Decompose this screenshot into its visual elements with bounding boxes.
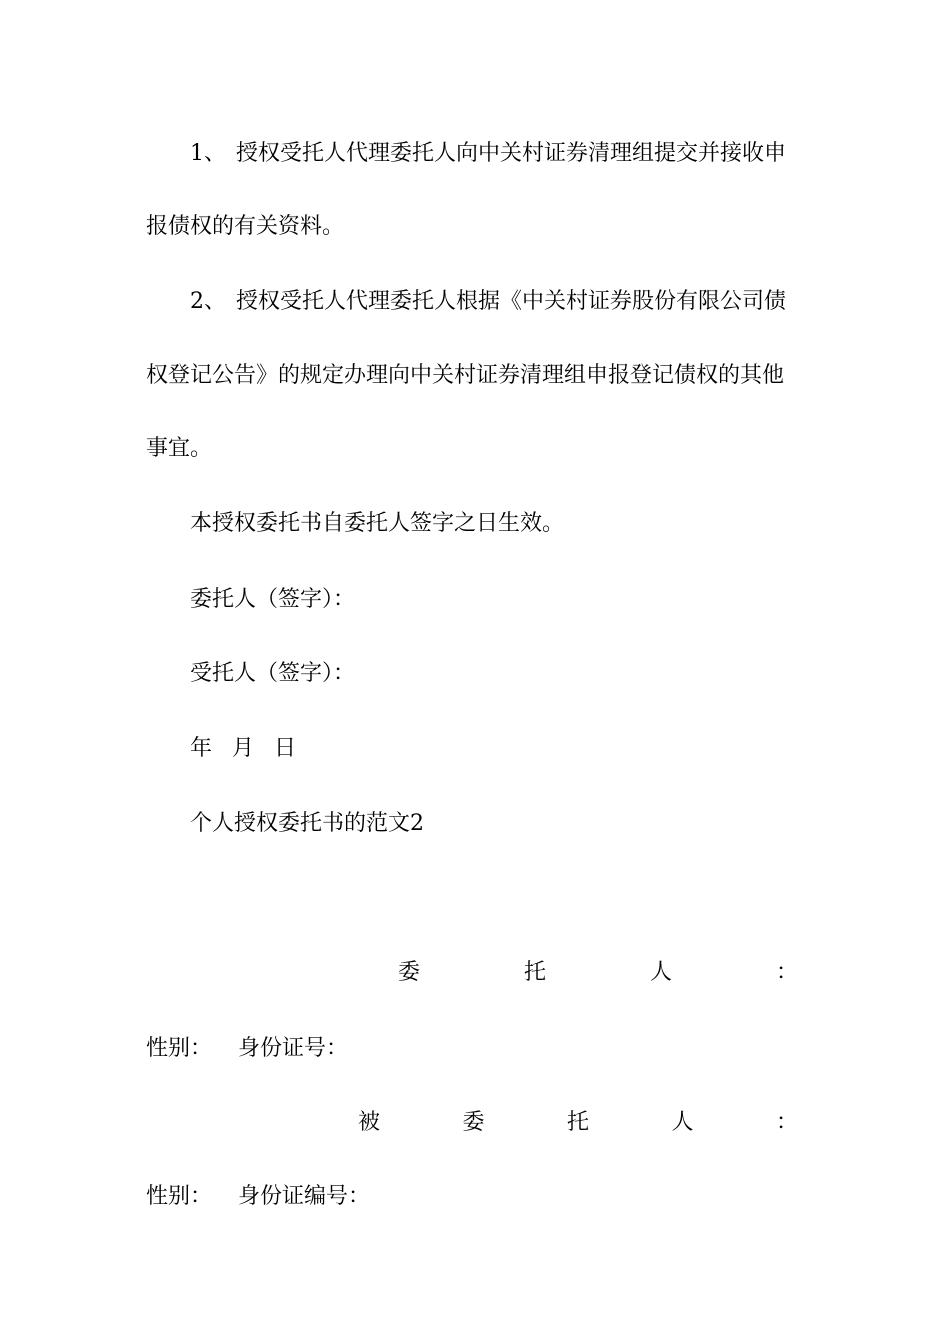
principal-id-label: 身份证号： [238, 1036, 349, 1061]
date-day: 日 [274, 736, 297, 761]
date-year: 年 [190, 736, 213, 761]
item-1-line-2: 报债权的有关资料。 [146, 214, 345, 239]
agent-char-4: 人 [671, 1110, 694, 1135]
item-1-line-1 [146, 134, 806, 174]
principal-char-3: 人 [649, 960, 672, 985]
principal-colon: ： [775, 960, 798, 985]
agent-label [358, 1103, 798, 1143]
date-line [146, 729, 806, 769]
item-2-line-3: 事宜。 [146, 436, 213, 461]
item-1-text-1: 授权受托人代理委托人向中关村证券清理组提交并接收申 [236, 141, 787, 166]
date-month: 月 [232, 736, 255, 761]
principal-signature-line: 委托人（签字）： [190, 587, 356, 612]
item-2-line-1 [146, 282, 806, 322]
principal-fields-line [146, 1029, 806, 1069]
principal-char-2: 托 [523, 960, 546, 985]
item-2-text-1: 授权受托人代理委托人根据《中关村证券股份有限公司债 [236, 289, 787, 314]
principal-char-1: 委 [398, 960, 421, 985]
effective-statement: 本授权委托书自委托人签字之日生效。 [190, 511, 565, 536]
principal-label [398, 953, 798, 993]
agent-fields-line [146, 1177, 806, 1217]
agent-id-label: 身份证编号： [238, 1184, 371, 1209]
agent-signature-line: 受托人（签字）： [190, 661, 356, 686]
item-2-number: 2、 [190, 289, 226, 314]
agent-gender-label: 性别： [146, 1184, 213, 1209]
agent-char-1: 被 [358, 1110, 381, 1135]
agent-char-2: 委 [462, 1110, 485, 1135]
item-2-line-2: 权登记公告》的规定办理向中关村证券清理组申报登记债权的其他 [146, 363, 785, 388]
item-1-number: 1、 [190, 141, 226, 166]
agent-colon: ： [775, 1110, 798, 1135]
principal-gender-label: 性别： [146, 1036, 213, 1061]
sample-2-title: 个人授权委托书的范文2 [190, 811, 424, 836]
agent-char-3: 托 [566, 1110, 589, 1135]
